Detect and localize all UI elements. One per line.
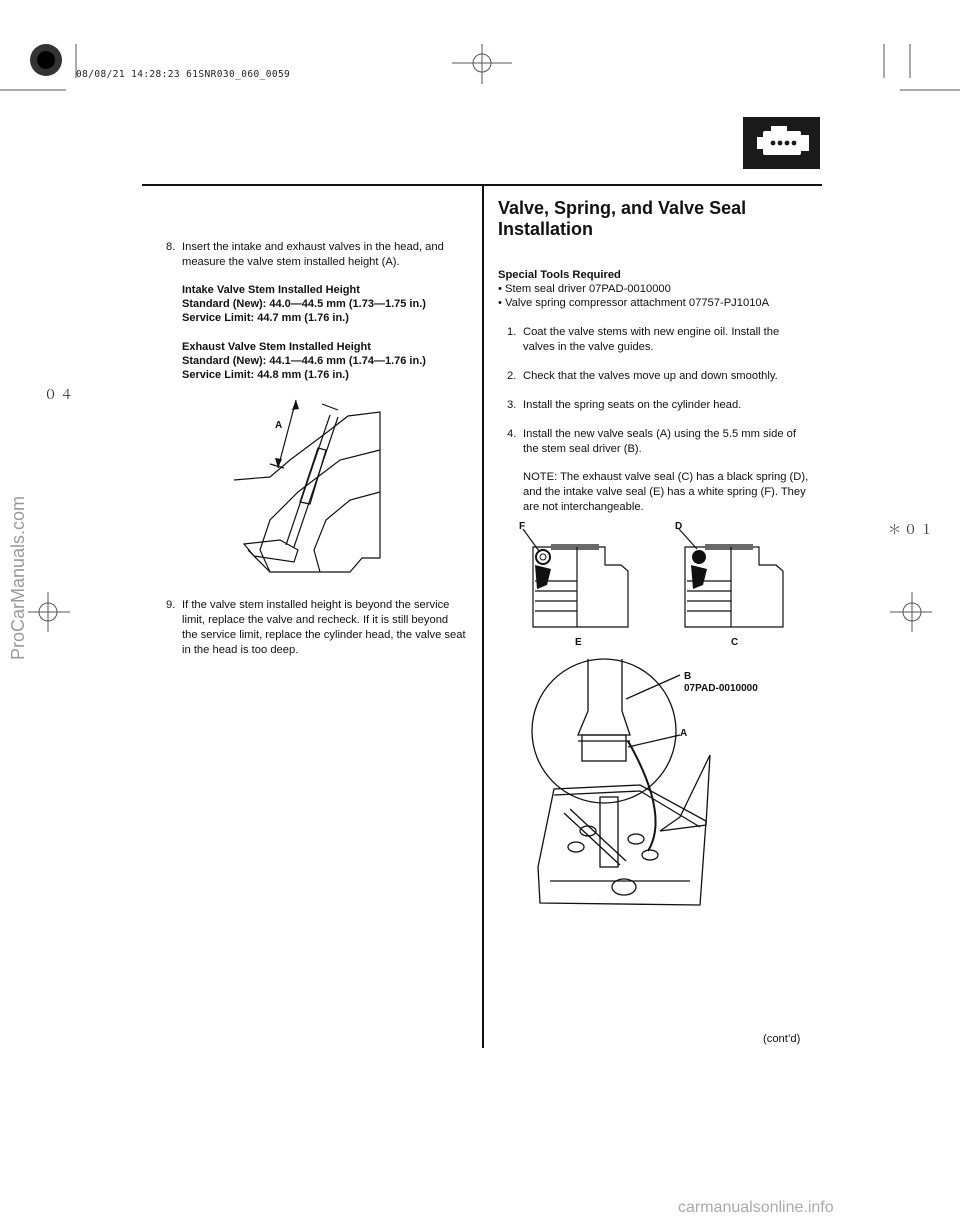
tool-item-1: • Stem seal driver 07PAD-0010000 — [498, 283, 671, 295]
intake-spec-standard: Standard (New): 44.0—44.5 mm (1.73—1.75 in.) — [182, 298, 426, 310]
seal-label-d: D — [675, 521, 683, 532]
seal-label-e: E — [575, 637, 582, 648]
seal-note: NOTE: The exhaust valve seal (C) has a black spring (D), and the intake valve seal (E) has a white spring (F). They are not interchangeable. — [523, 471, 809, 513]
step-9: 9. If the valve stem installed height is beyond the service limit, replace the valve and recheck. If it is still beyond the service limit, replace the cylinder head, the valve seat in the head is too deep. — [166, 599, 466, 656]
margin-code-left: ０４ — [44, 388, 77, 403]
exhaust-spec-standard: Standard (New): 44.1—44.6 mm (1.74—1.76 in.) — [182, 355, 426, 367]
valve-seal-figures — [515, 525, 805, 635]
step-3-text: Install the spring seats on the cylinder head. — [523, 399, 742, 411]
bottom-watermark: carmanualsonline.info — [678, 1199, 834, 1216]
tools-heading: Special Tools Required — [498, 269, 621, 281]
seal-label-f: F — [519, 521, 526, 532]
figure-label-a: A — [275, 420, 283, 431]
driver-part-number: 07PAD-0010000 — [684, 683, 758, 694]
side-watermark: ProCarManuals.com — [8, 495, 28, 660]
step-4: 4. Install the new valve seals (A) using the 5.5 mm side of the stem seal driver (B). — [507, 427, 807, 457]
column-divider — [482, 186, 484, 1048]
section-title: Valve, Spring, and Valve Seal Installation — [498, 198, 747, 239]
continued-note: (cont’d) — [763, 1033, 801, 1045]
step-2: 2. Check that the valves move up and down smoothly. — [507, 369, 817, 384]
step-9-text: If the valve stem installed height is beyond the service limit, replace the valve and recheck. If it is still beyond the service limit, replace the cylinder head, the valve seat in the head is too deep. — [182, 599, 466, 656]
step-8: 8. Insert the intake and exhaust valves in the head, and measure the valve stem installed height (A). — [166, 240, 466, 270]
print-stamp: 08/08/21 14:28:23 61SNR030_060_0059 — [76, 69, 291, 80]
engine-section-box — [743, 117, 820, 169]
exhaust-spec-limit: Service Limit: 44.8 mm (1.76 in.) — [182, 369, 349, 381]
engine-icon — [743, 117, 820, 169]
step-1: 1. Coat the valve stems with new engine oil. Install the valves in the valve guides. — [507, 325, 807, 355]
margin-code-right: ＊０１ — [888, 523, 937, 538]
step-8-text: Insert the intake and exhaust valves in the head, and measure the valve stem installed height (A). — [182, 241, 444, 268]
valve-stem-height-figure — [230, 390, 400, 590]
step-3: 3. Install the spring seats on the cylinder head. — [507, 398, 807, 413]
step-4-text: Install the new valve seals (A) using the 5.5 mm side of the stem seal driver (B). — [523, 428, 796, 455]
driver-label-a: A — [680, 728, 688, 739]
intake-spec-heading: Intake Valve Stem Installed Height — [182, 284, 360, 296]
step-1-text: Coat the valve stems with new engine oil. Install the valves in the valve guides. — [523, 326, 780, 353]
step-2-text: Check that the valves move up and down smoothly. — [523, 370, 778, 382]
seal-label-c: C — [731, 637, 739, 648]
intake-spec-limit: Service Limit: 44.7 mm (1.76 in.) — [182, 312, 349, 324]
driver-label-b: B — [684, 671, 692, 682]
exhaust-spec-heading: Exhaust Valve Stem Installed Height — [182, 341, 371, 353]
tool-item-2: • Valve spring compressor attachment 07757-PJ1010A — [498, 297, 770, 309]
seal-driver-figure — [530, 655, 730, 915]
